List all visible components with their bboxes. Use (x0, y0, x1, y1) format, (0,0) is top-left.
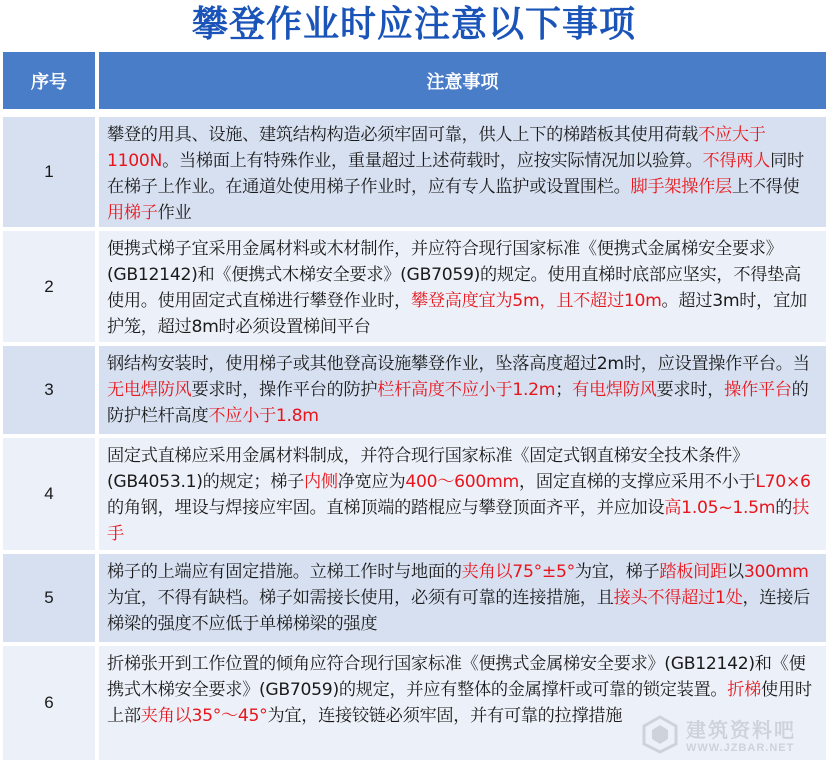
body-text: 为宜，不得有缺档。梯子如需接长使用，必须有可靠的连接措施，且 (107, 588, 614, 608)
body-text: 作业 (157, 203, 192, 223)
highlight-text: 折梯 (727, 680, 762, 700)
highlight-text: 踏板间距 (659, 562, 727, 582)
row-text (99, 438, 826, 550)
highlight-text: 不得两人 (702, 151, 771, 171)
body-text: ，连接后梯梁的强度不应低于单梯梯梁的强度 (107, 588, 811, 634)
body-text: 梯子的上端应有固定措施。立梯工作时与地面的 (107, 562, 462, 582)
body-text: ，固定直梯的支撑应采用不小于 (518, 472, 756, 492)
body-text: ； (555, 380, 573, 400)
highlight-text: 内侧 (304, 472, 338, 492)
highlight-text: 操作平台 (724, 380, 792, 400)
table-row (3, 346, 826, 434)
body-text: 要求时， (656, 380, 725, 400)
row-text (99, 346, 826, 434)
body-text: 。当梯面上有特殊作业，重量超过上述荷载时，应按实际情况加以验算。 (162, 151, 703, 171)
body-text: 上不得使 (731, 177, 800, 197)
body-text: 的角钢，埋设与焊接应牢固。直梯顶端的踏棍应与攀登顶面齐平，并应加设 (107, 498, 665, 518)
row-text (99, 554, 826, 642)
watermark (640, 712, 828, 762)
highlight-text: 扶手 (107, 498, 810, 544)
body-text: 为宜，连接铰链必须牢固，并有可靠的拉撑措施 (267, 706, 623, 726)
row-number: 4 (3, 438, 95, 550)
watermark-url: WWW.JZBAR.NET (686, 742, 795, 754)
highlight-text: L70×6 (755, 472, 811, 492)
highlight-text: 脚手架操作层 (630, 177, 732, 197)
highlight-text: 用梯子 (107, 203, 158, 223)
highlight-text: 夹角以35°～45° (140, 706, 268, 726)
header-number: 序号 (3, 52, 95, 109)
body-text: 便携式梯子宜采用金属材料或木材制作，并应符合现行国家标准《便携式金属梯安全要求》(GB12142)和《便携式木梯安全要求》(GB7059)的规定。使用直梯时底部应坚实，不得垫高使用。使用固定式直梯进行攀登作业时， (107, 239, 801, 311)
row-number: 2 (3, 231, 95, 342)
body-text: 的防护栏杆高度 (107, 380, 809, 426)
highlight-text: 不应大于1100N (107, 125, 766, 171)
row-number: 5 (3, 554, 95, 642)
highlight-text: 栏杆高度不应小于1.2m (377, 380, 556, 400)
table-row (3, 231, 826, 342)
highlight-text: 有电焊防风 (572, 380, 657, 400)
highlight-text: 300mm (743, 562, 809, 582)
row-number: 1 (3, 117, 95, 227)
row-text (99, 117, 826, 227)
body-text: 同时在梯子上作业。在通道处使用梯子作业时，应有专人监护或设置围栏。 (107, 151, 804, 197)
table-row (3, 438, 826, 550)
highlight-text: 攀登高度宜为5m，且不超过10m (410, 291, 662, 311)
body-text: 固定式直梯应采用金属材料制成，并符合现行国家标准《固定式钢直梯安全技术条件》(GB4053.1)的规定；梯子 (107, 446, 749, 492)
highlight-text: 无电焊防风 (107, 380, 192, 400)
body-text: 以 (726, 562, 744, 582)
table-row (3, 117, 826, 227)
body-text: 折梯张开到工作位置的倾角应符合现行国家标准《便携式金属梯安全要求》(GB12142)和《便携式木梯安全要求》(GB7059)的规定，并应有整体的金属撑杆或可靠的锁定装置。 (107, 654, 806, 700)
highlight-text: 夹角以75°±5° (461, 562, 575, 582)
header-items: 注意事项 (99, 52, 826, 109)
highlight-text: 接头不得超过1处 (613, 588, 743, 608)
body-text: 的 (775, 498, 793, 518)
row-text (99, 231, 826, 342)
highlight-text: 不应小于1.8m (208, 406, 319, 426)
table-row (3, 554, 826, 642)
body-text: 净宽应为 (337, 472, 406, 492)
watermark-logo-icon (640, 714, 680, 754)
body-text: 使用时上部 (107, 680, 812, 726)
page-title: 攀登作业时应注意以下事项 (191, 4, 636, 45)
body-text: 攀登的用具、设施、建筑结构构造必须牢固可靠，供人上下的梯踏板其使用荷载 (107, 125, 699, 145)
highlight-text: 高1.05~1.5m (664, 498, 776, 518)
table-header (3, 52, 826, 109)
watermark-text: 建筑资料吧 (686, 718, 796, 742)
body-text: 钢结构安装时，使用梯子或其他登高设施攀登作业，坠落高度超过2m时，应设置操作平台。当 (107, 354, 810, 374)
row-number: 6 (3, 646, 95, 760)
body-text: 为宜，梯子 (574, 562, 660, 582)
body-text: 要求时，操作平台的防护 (191, 380, 378, 400)
row-number: 3 (3, 346, 95, 434)
highlight-text: 400～600mm (405, 472, 519, 492)
body-text: 。超过3m时，宜加护笼，超过8m时必须设置梯间平台 (107, 291, 807, 337)
